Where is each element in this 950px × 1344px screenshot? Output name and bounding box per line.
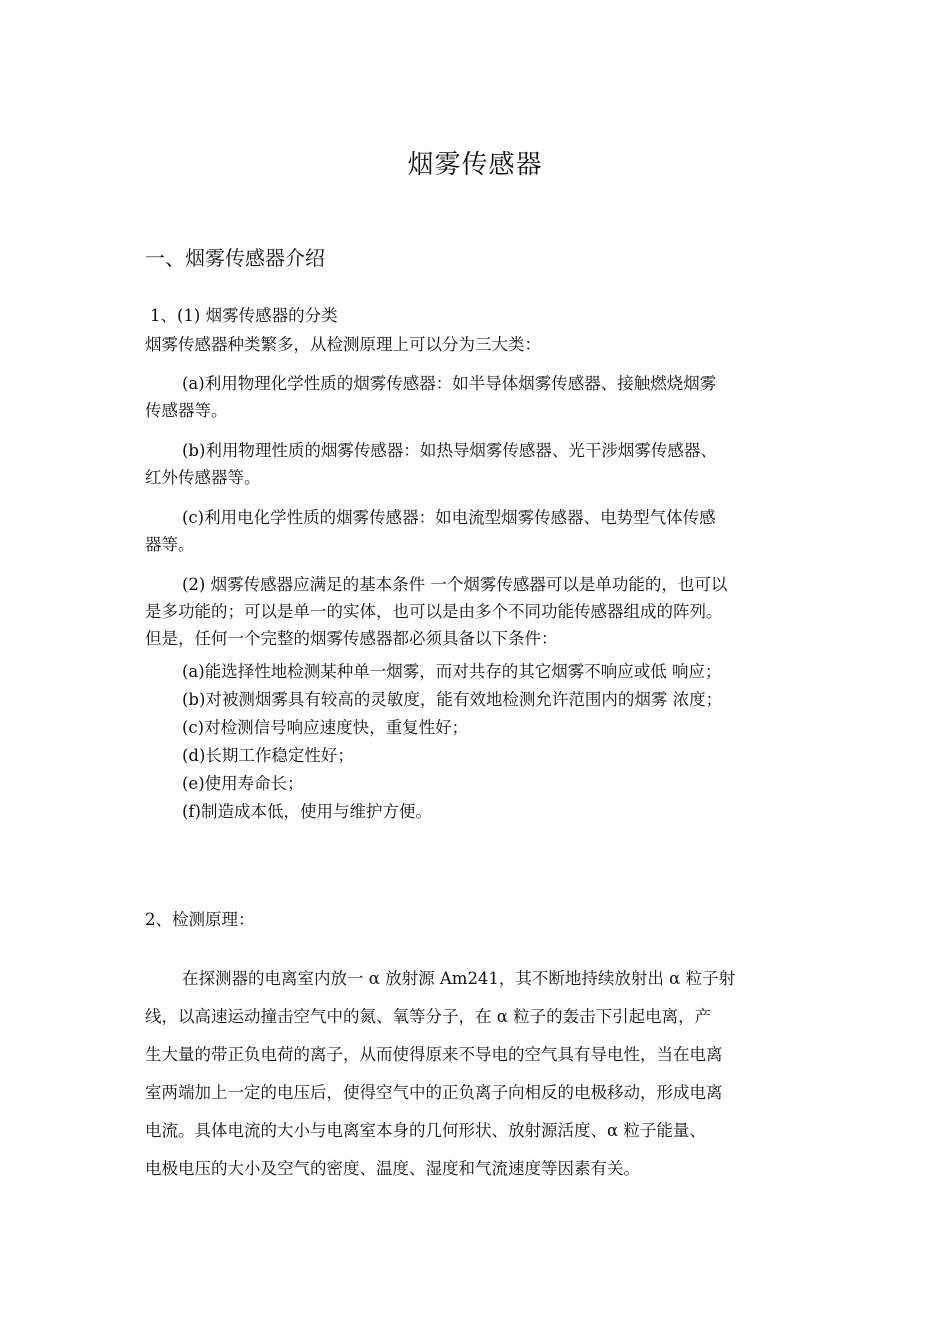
principle-line: 在探测器的电离室内放一 α 放射源 Am241，其不断地持续放射出 α 粒子射 <box>182 969 736 988</box>
type-c-line-2: 器等。 <box>145 535 195 554</box>
principle-line: 线，以高速运动撞击空气中的氮、氧等分子，在 α 粒子的轰击下引起电离，产 <box>145 1007 712 1026</box>
condition-item: (a)能选择性地检测某种单一烟雾，而对共存的其它烟雾不响应或低 响应； <box>182 662 722 681</box>
type-b-line-2: 红外传感器等。 <box>145 468 261 487</box>
type-a-line-1: (a)利用物理化学性质的烟雾传感器：如半导体烟雾传感器、接触燃烧烟雾 <box>182 374 717 393</box>
conditions-para-line-1: (2) 烟雾传感器应满足的基本条件 一个烟雾传感器可以是单功能的，也可以 <box>182 575 728 594</box>
condition-item: (c)对检测信号响应速度快，重复性好； <box>182 718 469 737</box>
section-heading-intro: 一、烟雾传感器介绍 <box>145 246 325 270</box>
document-title: 烟雾传感器 <box>407 150 543 180</box>
condition-item: (e)使用寿命长； <box>182 774 304 793</box>
type-b-line-1: (b)利用物理性质的烟雾传感器：如热导烟雾传感器、光干涉烟雾传感器、 <box>182 441 717 460</box>
type-c-line-1: (c)利用电化学性质的烟雾传感器：如电流型烟雾传感器、电势型气体传感 <box>182 508 716 527</box>
intro-text: 烟雾传感器种类繁多，从检测原理上可以分为三大类： <box>145 335 541 354</box>
conditions-para-line-2: 是多功能的；可以是单一的实体，也可以是由多个不同功能传感器组成的阵列。 <box>145 602 723 621</box>
section-heading-principle: 2、检测原理： <box>145 910 255 929</box>
principle-line: 电极电压的大小及空气的密度、温度、湿度和气流速度等因素有关。 <box>145 1159 640 1178</box>
subheading-classification: 1、(1) 烟雾传感器的分类 <box>150 306 338 325</box>
condition-item: (f)制造成本低，使用与维护方便。 <box>182 802 432 821</box>
condition-item: (d)长期工作稳定性好； <box>182 746 354 765</box>
principle-line: 生大量的带正负电荷的离子，从而使得原来不导电的空气具有导电性，当在电离 <box>145 1045 723 1064</box>
principle-line: 室两端加上一定的电压后，使得空气中的正负离子向相反的电极移动，形成电离 <box>145 1083 723 1102</box>
condition-item: (b)对被测烟雾具有较高的灵敏度，能有效地检测允许范围内的烟雾 浓度； <box>182 690 723 709</box>
principle-line: 电流。具体电流的大小与电离室本身的几何形状、放射源活度、α 粒子能量、 <box>145 1121 706 1140</box>
type-a-line-2: 传感器等。 <box>145 401 228 420</box>
conditions-para-line-3: 但是，任何一个完整的烟雾传感器都必须具备以下条件： <box>145 629 558 648</box>
